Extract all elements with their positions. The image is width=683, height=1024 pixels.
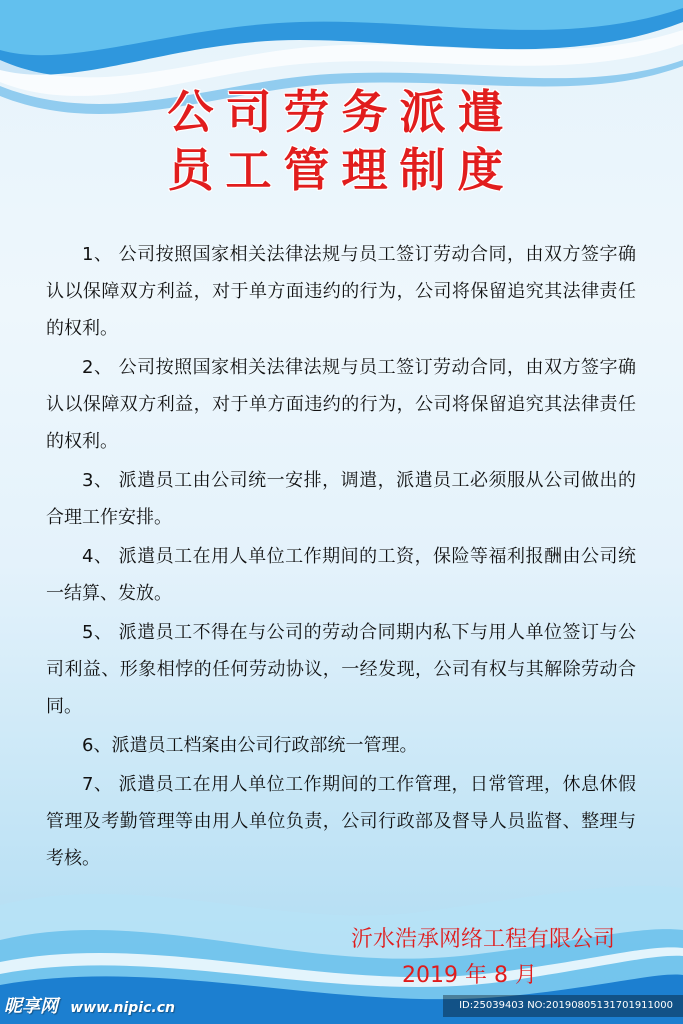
regulation-item-7: 7、 派遣员工在用人单位工作期间的工作管理，日常管理，休息休假管理及考勤管理等由用人单位负责，公司行政部及督导人员监督、整理与考核。	[46, 774, 636, 869]
regulation-item-3: 3、 派遣员工由公司统一安排，调遣，派遣员工必须服从公司做出的合理工作安排。	[46, 470, 636, 528]
site-watermark	[4, 992, 175, 1018]
regulation-item-2: 2、 公司按照国家相关法律法规与员工签订劳动合同，由双方签字确认以保障双方利益，对于单方面违约的行为，公司将保留追究其法律责任的权利。	[46, 357, 636, 452]
issue-date: 2019 年 8 月	[402, 963, 537, 988]
page-title-line2: 员工管理制度	[167, 143, 516, 197]
regulation-item-6: 6、派遣员工档案由公司行政部统一管理。	[82, 735, 418, 756]
regulation-item-4: 4、 派遣员工在用人单位工作期间的工资，保险等福利报酬由公司统一结算、发放。	[46, 546, 636, 604]
watermark-brand: 昵享网	[4, 996, 58, 1017]
regulation-item-5: 5、 派遣员工不得在与公司的劳动合同期内私下与用人单位签订与公司利益、形象相悖的任何劳动协议，一经发现，公司有权与其解除劳动合同。	[46, 622, 636, 717]
regulation-item-1: 1、 公司按照国家相关法律法规与员工签订劳动合同，由双方签字确认以保障双方利益，对于单方面违约的行为，公司将保留追究其法律责任的权利。	[46, 244, 636, 339]
image-id-bar: ID:25039403 NO:20190805131701911000	[443, 995, 683, 1017]
page-title-line1: 公司劳务派遣	[167, 85, 516, 139]
company-name: 沂水浩承网络工程有限公司	[350, 927, 615, 952]
regulation-body	[46, 236, 636, 879]
watermark-url: www.nipic.cn	[70, 1000, 175, 1016]
